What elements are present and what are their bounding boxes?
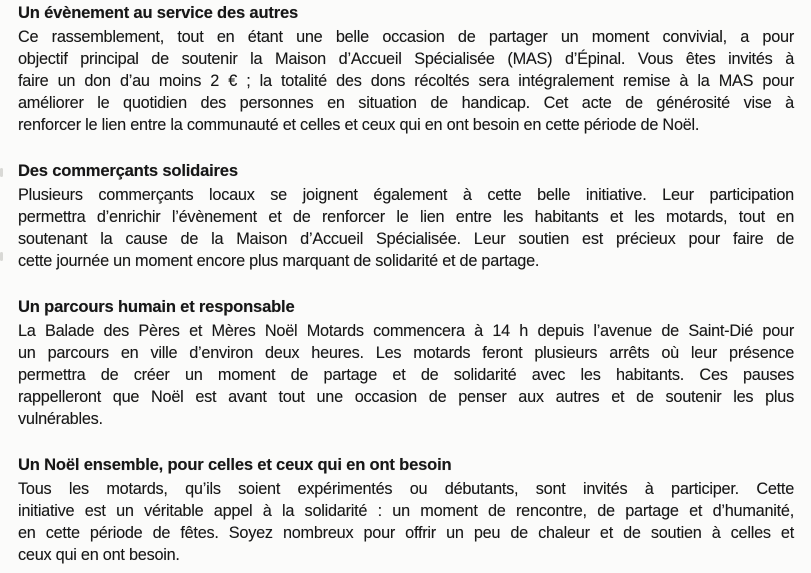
- paragraph-line: améliorer le quotidien des personnes en situation de handicap. Cet acte de générosité vise à: [18, 94, 794, 112]
- paragraph-line: cette journée un moment encore plus marquant de solidarité et de partage.: [18, 252, 540, 270]
- paragraph-line: rappelleront que Noël est avant tout une occasion de penser aux autres et de soutenir les plus: [18, 388, 794, 406]
- paragraph-line: soutenant la cause de la Maison d’Accueil Spécialisée. Leur soutien est précieux pour faire de: [18, 230, 794, 248]
- paragraph-line: faire un don d’au moins 2 € ; la totalité des dons récoltés sera intégralement remise à la MAS pour: [18, 72, 794, 90]
- document-sections: [18, 1, 794, 566]
- scan-artifact: [0, 252, 3, 261]
- paragraph-line: ceux qui en ont besoin.: [18, 546, 180, 564]
- document-section: [18, 159, 794, 272]
- paragraph-line: permettra de créer un moment de partage et de solidarité avec les habitants. Ces pauses: [18, 366, 794, 384]
- paragraph-line: un parcours en ville d’environ deux heures. Les motards feront plusieurs arrêts où leur présence: [18, 344, 794, 362]
- section-heading: Un parcours humain et responsable: [18, 297, 295, 316]
- section-heading: Un évènement au service des autres: [18, 3, 299, 22]
- section-heading: Un Noël ensemble, pour celles et ceux qui en ont besoin: [18, 455, 452, 474]
- paragraph-line: Ce rassemblement, tout en étant une belle occasion de partager un moment convivial, a pour: [18, 28, 794, 46]
- paragraph-line: en cette période de fêtes. Soyez nombreux pour offrir un peu de chaleur et de soutien à celles et: [18, 524, 794, 542]
- scan-artifact: [0, 168, 3, 177]
- paragraph-line: La Balade des Pères et Mères Noël Motards commencera à 14 h depuis l’avenue de Saint-Dié pour: [18, 322, 794, 340]
- document-section: [18, 1, 794, 136]
- document-section: [18, 453, 794, 566]
- paragraph-line: objectif principal de soutenir la Maison d’Accueil Spécialisée (MAS) d’Épinal. Vous êtes invités à: [18, 50, 794, 68]
- section-heading: Des commerçants solidaires: [18, 161, 238, 180]
- paragraph-line: Plusieurs commerçants locaux se joignent également à cette belle initiative. Leur participation: [18, 186, 794, 204]
- paragraph-line: initiative est un véritable appel à la solidarité : un moment de rencontre, de partage et d’humanité,: [18, 502, 794, 520]
- paragraph-line: vulnérables.: [18, 410, 103, 428]
- document-section: [18, 295, 794, 430]
- paragraph-line: Tous les motards, qu’ils soient expérimentés ou débutants, sont invités à participer. Cette: [18, 480, 794, 498]
- paragraph-line: permettra d’enrichir l’évènement et de renforcer le lien entre les habitants et les motards, tout en: [18, 208, 794, 226]
- paragraph-line: renforcer le lien entre la communauté et celles et ceux qui en ont besoin en cette période de Noël.: [18, 116, 700, 134]
